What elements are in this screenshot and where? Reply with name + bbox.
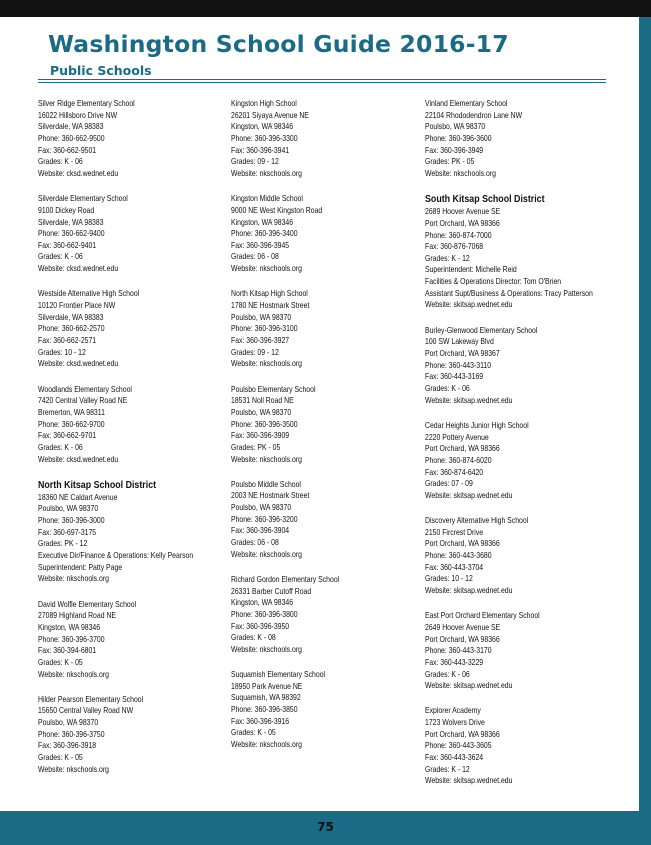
entry-line: Port Orchard, WA 98366: [425, 729, 500, 739]
entry-line: Fax: 360-443-3704: [425, 562, 484, 572]
entry-line: Silverdale, WA 98383: [38, 122, 104, 132]
entry-line: Fax: 360-396-3941: [231, 145, 290, 155]
entry-line: Fax: 360-662-9401: [38, 240, 97, 250]
entry-line: 9000 NE West Kingston Road: [231, 205, 323, 215]
school-name: Kingston Middle School: [231, 194, 303, 204]
entry-line: Website: cksd.wednet.edu: [38, 168, 119, 178]
entry-line: Port Orchard, WA 98366: [425, 218, 500, 228]
school-name: Kingston High School: [231, 99, 297, 108]
entry-line: Website: nkschools.org: [38, 764, 109, 774]
entry-line: Poulsbo, WA 98370: [425, 122, 486, 132]
entry-line: Website: cksd.wednet.edu: [38, 454, 119, 464]
entry-line: Phone: 360-396-3750: [38, 729, 105, 739]
entry-line: Poulsbo, WA 98370: [38, 504, 99, 514]
entry-line: Fax: 360-396-3949: [425, 145, 484, 155]
school-entry: [231, 574, 411, 656]
school-name: Hilder Pearson Elementary School: [38, 694, 144, 704]
entry-line: Grades: PK - 05: [231, 442, 281, 452]
entry-line: 2003 NE Hostmark Street: [231, 491, 310, 501]
school-entry: [425, 98, 605, 180]
entry-line: Phone: 360-396-3300: [231, 133, 298, 143]
entry-line: Website: nkschools.org: [231, 740, 302, 750]
entry-line: 2649 Hoover Avenue SE: [425, 622, 501, 632]
entry-line: Phone: 360-662-2570: [38, 324, 105, 334]
entry-line: Poulsbo, WA 98370: [38, 718, 99, 728]
entry-line: Facilities & Operations Director: Tom O'Brien: [425, 277, 562, 287]
entry-line: Grades: 10 - 12: [425, 574, 473, 584]
entry-line: 9100 Dickey Road: [38, 205, 95, 215]
entry-line: Fax: 360-662-9701: [38, 431, 97, 441]
entry-line: Fax: 360-443-3229: [425, 657, 484, 667]
school-name: Vinland Elementary School: [425, 99, 508, 108]
top-bar: [0, 0, 651, 17]
entry-line: 2150 Fircrest Drive: [425, 527, 484, 537]
entry-line: Website: nkschools.org: [231, 454, 302, 464]
school-entry: [425, 420, 605, 502]
entry-line: Fax: 360-396-3927: [231, 336, 290, 345]
school-name: Suquamish Elementary School: [231, 670, 326, 680]
side-accent-strip: [639, 17, 651, 811]
school-name: Richard Gordon Elementary School: [231, 574, 340, 584]
school-entry: [38, 288, 218, 370]
entry-line: Bremerton, WA 98311: [38, 407, 105, 417]
directory-column-3: [425, 98, 605, 801]
school-entry: [231, 669, 411, 751]
entry-line: 15650 Central Valley Road NW: [38, 706, 134, 716]
entry-line: Grades: 09 - 12: [231, 347, 279, 357]
entry-line: Executive Dir/Finance & Operations: Kelly Pearson: [38, 551, 194, 561]
school-entry: [231, 479, 411, 561]
district-heading: North Kitsap School District: [38, 479, 157, 491]
entry-line: Grades: K - 08: [231, 633, 276, 643]
entry-line: Website: skitsap.wednet.edu: [425, 681, 513, 691]
entry-line: 18950 Park Avenue NE: [231, 681, 303, 691]
entry-line: Website: nkschools.org: [425, 168, 496, 178]
entry-line: Grades: K - 12: [425, 253, 470, 263]
entry-line: Fax: 360-396-3945: [231, 240, 290, 250]
district-heading: South Kitsap School District: [425, 194, 545, 206]
entry-line: Grades: K - 12: [425, 764, 470, 774]
school-entry: [231, 288, 411, 370]
entry-line: 100 SW Lakeway Blvd: [425, 337, 494, 347]
entry-line: Website: nkschools.org: [231, 264, 302, 274]
district-entry: [38, 479, 218, 585]
entry-line: 1723 Wolvers Drive: [425, 718, 485, 728]
school-name: East Port Orchard Elementary School: [425, 611, 540, 621]
entry-line: 16022 Hillsboro Drive NW: [38, 110, 118, 120]
entry-line: Superintendent: Michelle Reid: [425, 265, 517, 275]
entry-line: Phone: 360-662-9500: [38, 133, 105, 143]
entry-line: Fax: 360-396-3918: [38, 741, 97, 751]
school-name: Silverdale Elementary School: [38, 194, 128, 204]
school-entry: [231, 384, 411, 466]
entry-line: Fax: 360-443-3624: [425, 753, 484, 763]
entry-line: Phone: 360-443-3605: [425, 741, 492, 751]
entry-line: Phone: 360-874-7000: [425, 230, 492, 240]
entry-line: Phone: 360-662-9400: [38, 229, 105, 239]
entry-line: Grades: K - 06: [38, 157, 83, 167]
entry-line: Grades: PK - 12: [38, 539, 88, 549]
entry-line: Kingston, WA 98346: [231, 122, 294, 132]
entry-line: Fax: 360-662-9501: [38, 145, 97, 155]
entry-line: Website: skitsap.wednet.edu: [425, 586, 513, 595]
entry-line: Website: skitsap.wednet.edu: [425, 300, 513, 310]
entry-line: Website: skitsap.wednet.edu: [425, 776, 513, 786]
entry-line: Silverdale, WA 98383: [38, 312, 104, 322]
entry-line: Phone: 360-396-3700: [38, 634, 105, 644]
page-title: Washington School Guide 2016-17: [48, 30, 509, 58]
school-name: Burley-Glenwood Elementary School: [425, 325, 538, 335]
entry-line: 1780 NE Hostmark Street: [231, 301, 310, 311]
entry-line: 18531 Noll Road NE: [231, 396, 294, 406]
entry-line: Grades: K - 06: [425, 669, 470, 679]
entry-line: Grades: PK - 05: [425, 157, 475, 167]
entry-line: Phone: 360-874-6020: [425, 455, 492, 465]
entry-line: Grades: K - 05: [38, 657, 83, 667]
entry-line: Silverdale, WA 98383: [38, 217, 104, 227]
entry-line: 26201 Siyaya Avenue NE: [231, 110, 309, 120]
entry-line: Poulsbo, WA 98370: [231, 312, 292, 322]
entry-line: 7420 Central Valley Road NE: [38, 396, 128, 406]
entry-line: Fax: 360-396-3909: [231, 431, 290, 441]
entry-line: Superintendent: Patty Page: [38, 562, 123, 572]
school-entry: [425, 610, 605, 692]
entry-line: Grades: K - 05: [38, 753, 83, 763]
entry-line: Phone: 360-396-3200: [231, 514, 298, 524]
entry-line: Phone: 360-662-9700: [38, 419, 105, 429]
entry-line: Grades: K - 06: [38, 442, 83, 452]
entry-line: Port Orchard, WA 98366: [425, 444, 500, 454]
entry-line: Website: nkschools.org: [38, 574, 109, 584]
school-entry: [425, 325, 605, 407]
page-number: 75: [317, 820, 334, 834]
directory-column-1: [38, 98, 218, 789]
entry-line: Fax: 360-396-3916: [231, 716, 290, 726]
entry-line: Grades: 09 - 12: [231, 157, 279, 167]
entry-line: Fax: 360-876-7068: [425, 242, 484, 252]
school-entry: [231, 98, 411, 180]
entry-line: Phone: 360-396-3850: [231, 705, 298, 715]
school-name: David Wolfle Elementary School: [38, 599, 137, 609]
entry-line: Website: skitsap.wednet.edu: [425, 395, 513, 405]
school-entry: [38, 98, 218, 180]
entry-line: Website: nkschools.org: [231, 168, 302, 178]
entry-line: Grades: K - 05: [231, 728, 276, 738]
entry-line: Kingston, WA 98346: [38, 622, 101, 632]
entry-line: Website: cksd.wednet.edu: [38, 359, 119, 369]
entry-line: Phone: 360-443-3170: [425, 646, 492, 656]
entry-line: Grades: K - 06: [425, 383, 470, 393]
entry-line: Fax: 360-443-3169: [425, 372, 484, 382]
school-name: Woodlands Elementary School: [38, 384, 132, 394]
entry-line: Fax: 360-396-3904: [231, 526, 290, 536]
entry-line: 2689 Hoover Avenue SE: [425, 207, 501, 217]
entry-line: Fax: 360-874-6420: [425, 467, 484, 477]
entry-line: Kingston, WA 98346: [231, 217, 294, 227]
school-entry: [425, 705, 605, 787]
entry-line: Fax: 360-697-3175: [38, 527, 97, 537]
entry-line: Port Orchard, WA 98366: [425, 634, 500, 644]
entry-line: Website: nkschools.org: [38, 669, 109, 679]
school-name: Cedar Heights Junior High School: [425, 420, 529, 430]
entry-line: Website: cksd.wednet.edu: [38, 264, 119, 274]
entry-line: Phone: 360-396-3500: [231, 419, 298, 429]
entry-line: 22104 Rhododendron Lane NW: [425, 110, 523, 120]
entry-line: 2220 Pottery Avenue: [425, 432, 489, 442]
entry-line: 26331 Barber Cutoff Road: [231, 586, 312, 596]
school-name: Discovery Alternative High School: [425, 516, 529, 526]
footer-bar: [0, 811, 651, 845]
entry-line: Grades: 06 - 08: [231, 252, 279, 262]
entry-line: Website: nkschools.org: [231, 549, 302, 559]
entry-line: Poulsbo, WA 98370: [231, 503, 292, 513]
school-entry: [38, 599, 218, 681]
entry-line: Grades: 10 - 12: [38, 347, 86, 357]
title-rule-bottom: [38, 82, 606, 83]
entry-line: Grades: 06 - 08: [231, 538, 279, 548]
entry-line: 18360 NE Caldart Avenue: [38, 492, 118, 502]
school-name: Silver Ridge Elementary School: [38, 99, 135, 108]
school-name: North Kitsap High School: [231, 289, 308, 299]
entry-line: Phone: 360-396-3800: [231, 609, 298, 619]
school-entry: [231, 193, 411, 275]
entry-line: Phone: 360-396-3100: [231, 324, 298, 334]
entry-line: Kingston, WA 98346: [231, 598, 294, 608]
entry-line: Port Orchard, WA 98366: [425, 539, 500, 549]
school-entry: [425, 515, 605, 597]
school-entry: [38, 384, 218, 466]
entry-line: 27089 Highland Road NE: [38, 611, 117, 621]
entry-line: Phone: 360-396-3600: [425, 133, 492, 143]
directory-column-2: [231, 98, 411, 764]
entry-line: Phone: 360-443-3680: [425, 551, 492, 561]
entry-line: Port Orchard, WA 98367: [425, 349, 500, 358]
entry-line: Website: nkschools.org: [231, 644, 302, 654]
school-entry: [38, 694, 218, 776]
entry-line: Grades: 07 - 09: [425, 479, 473, 489]
entry-line: Phone: 360-396-3400: [231, 229, 298, 239]
entry-line: Website: skitsap.wednet.edu: [425, 490, 513, 500]
school-name: Explorer Academy: [425, 706, 481, 716]
page-subtitle: Public Schools: [50, 63, 152, 78]
entry-line: Fax: 360-396-3950: [231, 621, 290, 631]
entry-line: Assistant Supt/Business & Operations: Tracy Patterson: [425, 288, 593, 298]
school-entry: [38, 193, 218, 275]
school-name: Poulsbo Elementary School: [231, 384, 316, 394]
entry-line: Phone: 360-443-3110: [425, 360, 492, 370]
title-rule-top: [38, 79, 606, 80]
district-entry: [425, 193, 605, 311]
entry-line: Grades: K - 06: [38, 252, 83, 262]
entry-line: Fax: 360-394-6801: [38, 646, 97, 656]
entry-line: Fax: 360-662-2571: [38, 336, 97, 345]
entry-line: Phone: 360-396-3000: [38, 516, 105, 526]
school-name: Poulsbo Middle School: [231, 479, 301, 489]
school-name: Westside Alternative High School: [38, 289, 140, 299]
entry-line: Poulsbo, WA 98370: [231, 407, 292, 417]
entry-line: Suquamish, WA 98392: [231, 693, 301, 703]
entry-line: Website: nkschools.org: [231, 359, 302, 369]
entry-line: 10120 Frontier Place NW: [38, 301, 116, 311]
